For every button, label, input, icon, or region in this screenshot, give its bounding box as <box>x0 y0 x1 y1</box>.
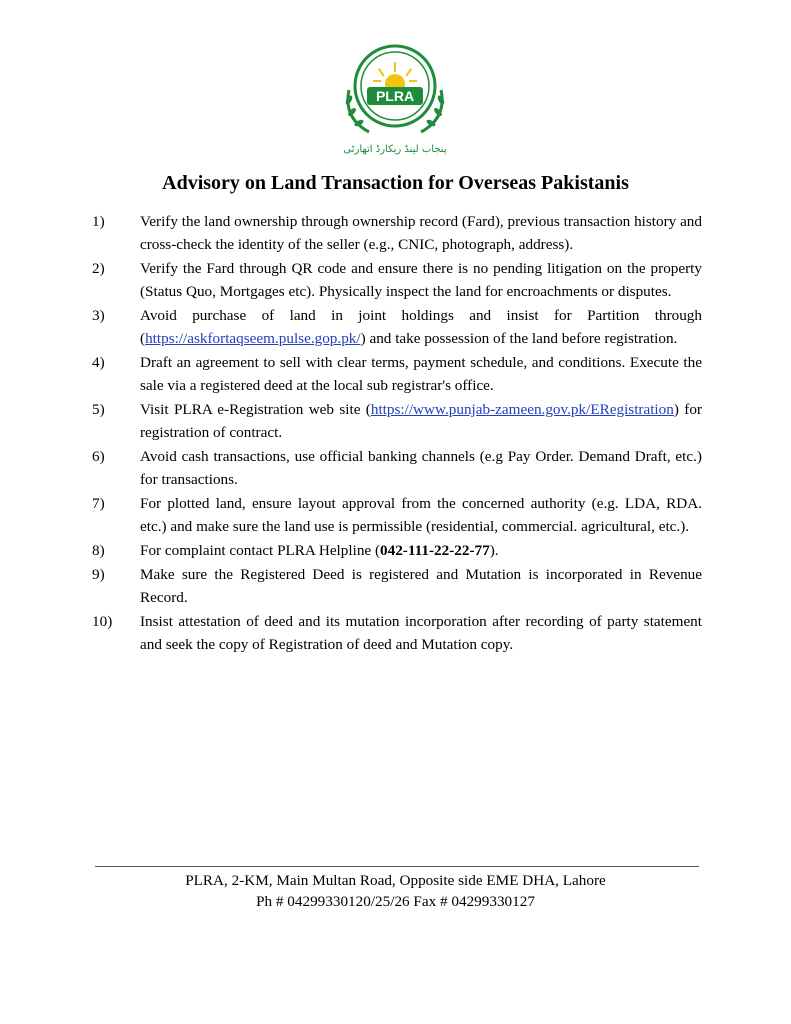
item-text-segment: Visit PLRA e-Registration web site ( <box>140 401 371 418</box>
list-item-number: 6) <box>92 448 105 465</box>
item-text-segment: Insist attestation of deed and its mutation incorporation after recording of party statement and seek the copy of Registration of deed and Mutation copy. <box>140 613 702 653</box>
list-item-number: 3) <box>92 307 105 324</box>
item-text-segment: Draft an agreement to sell with clear terms, payment schedule, and conditions. Execute the sale via a registered deed at the local sub registrar's office. <box>140 354 702 394</box>
plra-logo <box>335 40 455 164</box>
url-link[interactable]: https://askfortaqseem.pulse.gop.pk/ <box>145 330 361 347</box>
list-item <box>84 492 702 538</box>
list-item-text <box>140 351 702 397</box>
list-item <box>84 539 702 562</box>
footer-address: PLRA, 2-KM, Main Multan Road, Opposite side EME DHA, Lahore <box>185 872 606 889</box>
helpline-number: 042-111-22-22-77 <box>380 542 490 559</box>
list-item-number: 2) <box>92 260 105 277</box>
item-text-segment: For plotted land, ensure layout approval from the concerned authority (e.g. LDA, RDA. etc.) and make sure the land use is permissible (residential, commercial. agricultural, etc.). <box>140 495 702 535</box>
list-item-number: 5) <box>92 401 105 418</box>
list-item-number: 7) <box>92 495 105 512</box>
list-item-text <box>140 398 702 444</box>
item-text-segment: Avoid cash transactions, use official banking channels (e.g Pay Order. Demand Draft, etc.) for transactions. <box>140 448 702 488</box>
list-item <box>84 257 702 303</box>
item-text-segment: ). <box>489 542 499 559</box>
list-item <box>84 610 702 656</box>
list-item-number: 8) <box>92 542 105 559</box>
item-text-segment: For complaint contact PLRA Helpline ( <box>140 542 381 559</box>
list-item <box>84 445 702 491</box>
plra-emblem-icon <box>335 40 455 164</box>
footer <box>0 870 791 912</box>
list-item <box>84 563 702 609</box>
advisory-list <box>84 210 702 657</box>
item-text-segment: ) for registration of contract. <box>140 401 702 441</box>
item-text-segment: Verify the Fard through QR code and ensure there is no pending litigation on the property (Status Quo, Mortgages etc). Physically inspect the land for encroachments or disputes. <box>140 260 702 300</box>
list-item-number: 1) <box>92 213 105 230</box>
list-item <box>84 210 702 256</box>
list-item-text <box>140 492 702 538</box>
item-text-segment: Make sure the Registered Deed is registered and Mutation is incorporated in Revenue Record. <box>140 566 702 606</box>
list-item <box>84 351 702 397</box>
list-item-number: 10) <box>92 613 113 630</box>
list-item-text <box>140 563 702 609</box>
footer-phone: Ph # 04299330120/25/26 Fax # 04299330127 <box>256 893 535 910</box>
list-item-text <box>140 210 702 256</box>
list-item <box>84 398 702 444</box>
list-item-text <box>140 610 702 656</box>
list-item <box>84 304 702 350</box>
list-item-number: 9) <box>92 566 105 583</box>
list-item-text <box>140 445 702 491</box>
logo-urdu-caption: پنجاب لینڈ ریکارڈ اتھارٹی <box>343 144 447 155</box>
item-text-segment: ) and take possession of the land before registration. <box>360 330 678 347</box>
document-title: Advisory on Land Transaction for Overseas Pakistanis <box>162 172 629 194</box>
list-item-text <box>140 539 702 562</box>
logo-text: PLRA <box>375 88 415 104</box>
list-item-number: 4) <box>92 354 105 371</box>
list-item-text <box>140 304 702 350</box>
footer-divider <box>95 866 699 867</box>
url-link[interactable]: https://www.punjab-zameen.gov.pk/ERegistration <box>370 401 674 418</box>
item-text-segment: Avoid purchase of land in joint holdings and insist for Partition through ( <box>140 307 702 347</box>
item-text-segment: Verify the land ownership through ownership record (Fard), previous transaction history and cross-check the identity of the seller (e.g., CNIC, photograph, address). <box>140 213 702 253</box>
list-item-text <box>140 257 702 303</box>
